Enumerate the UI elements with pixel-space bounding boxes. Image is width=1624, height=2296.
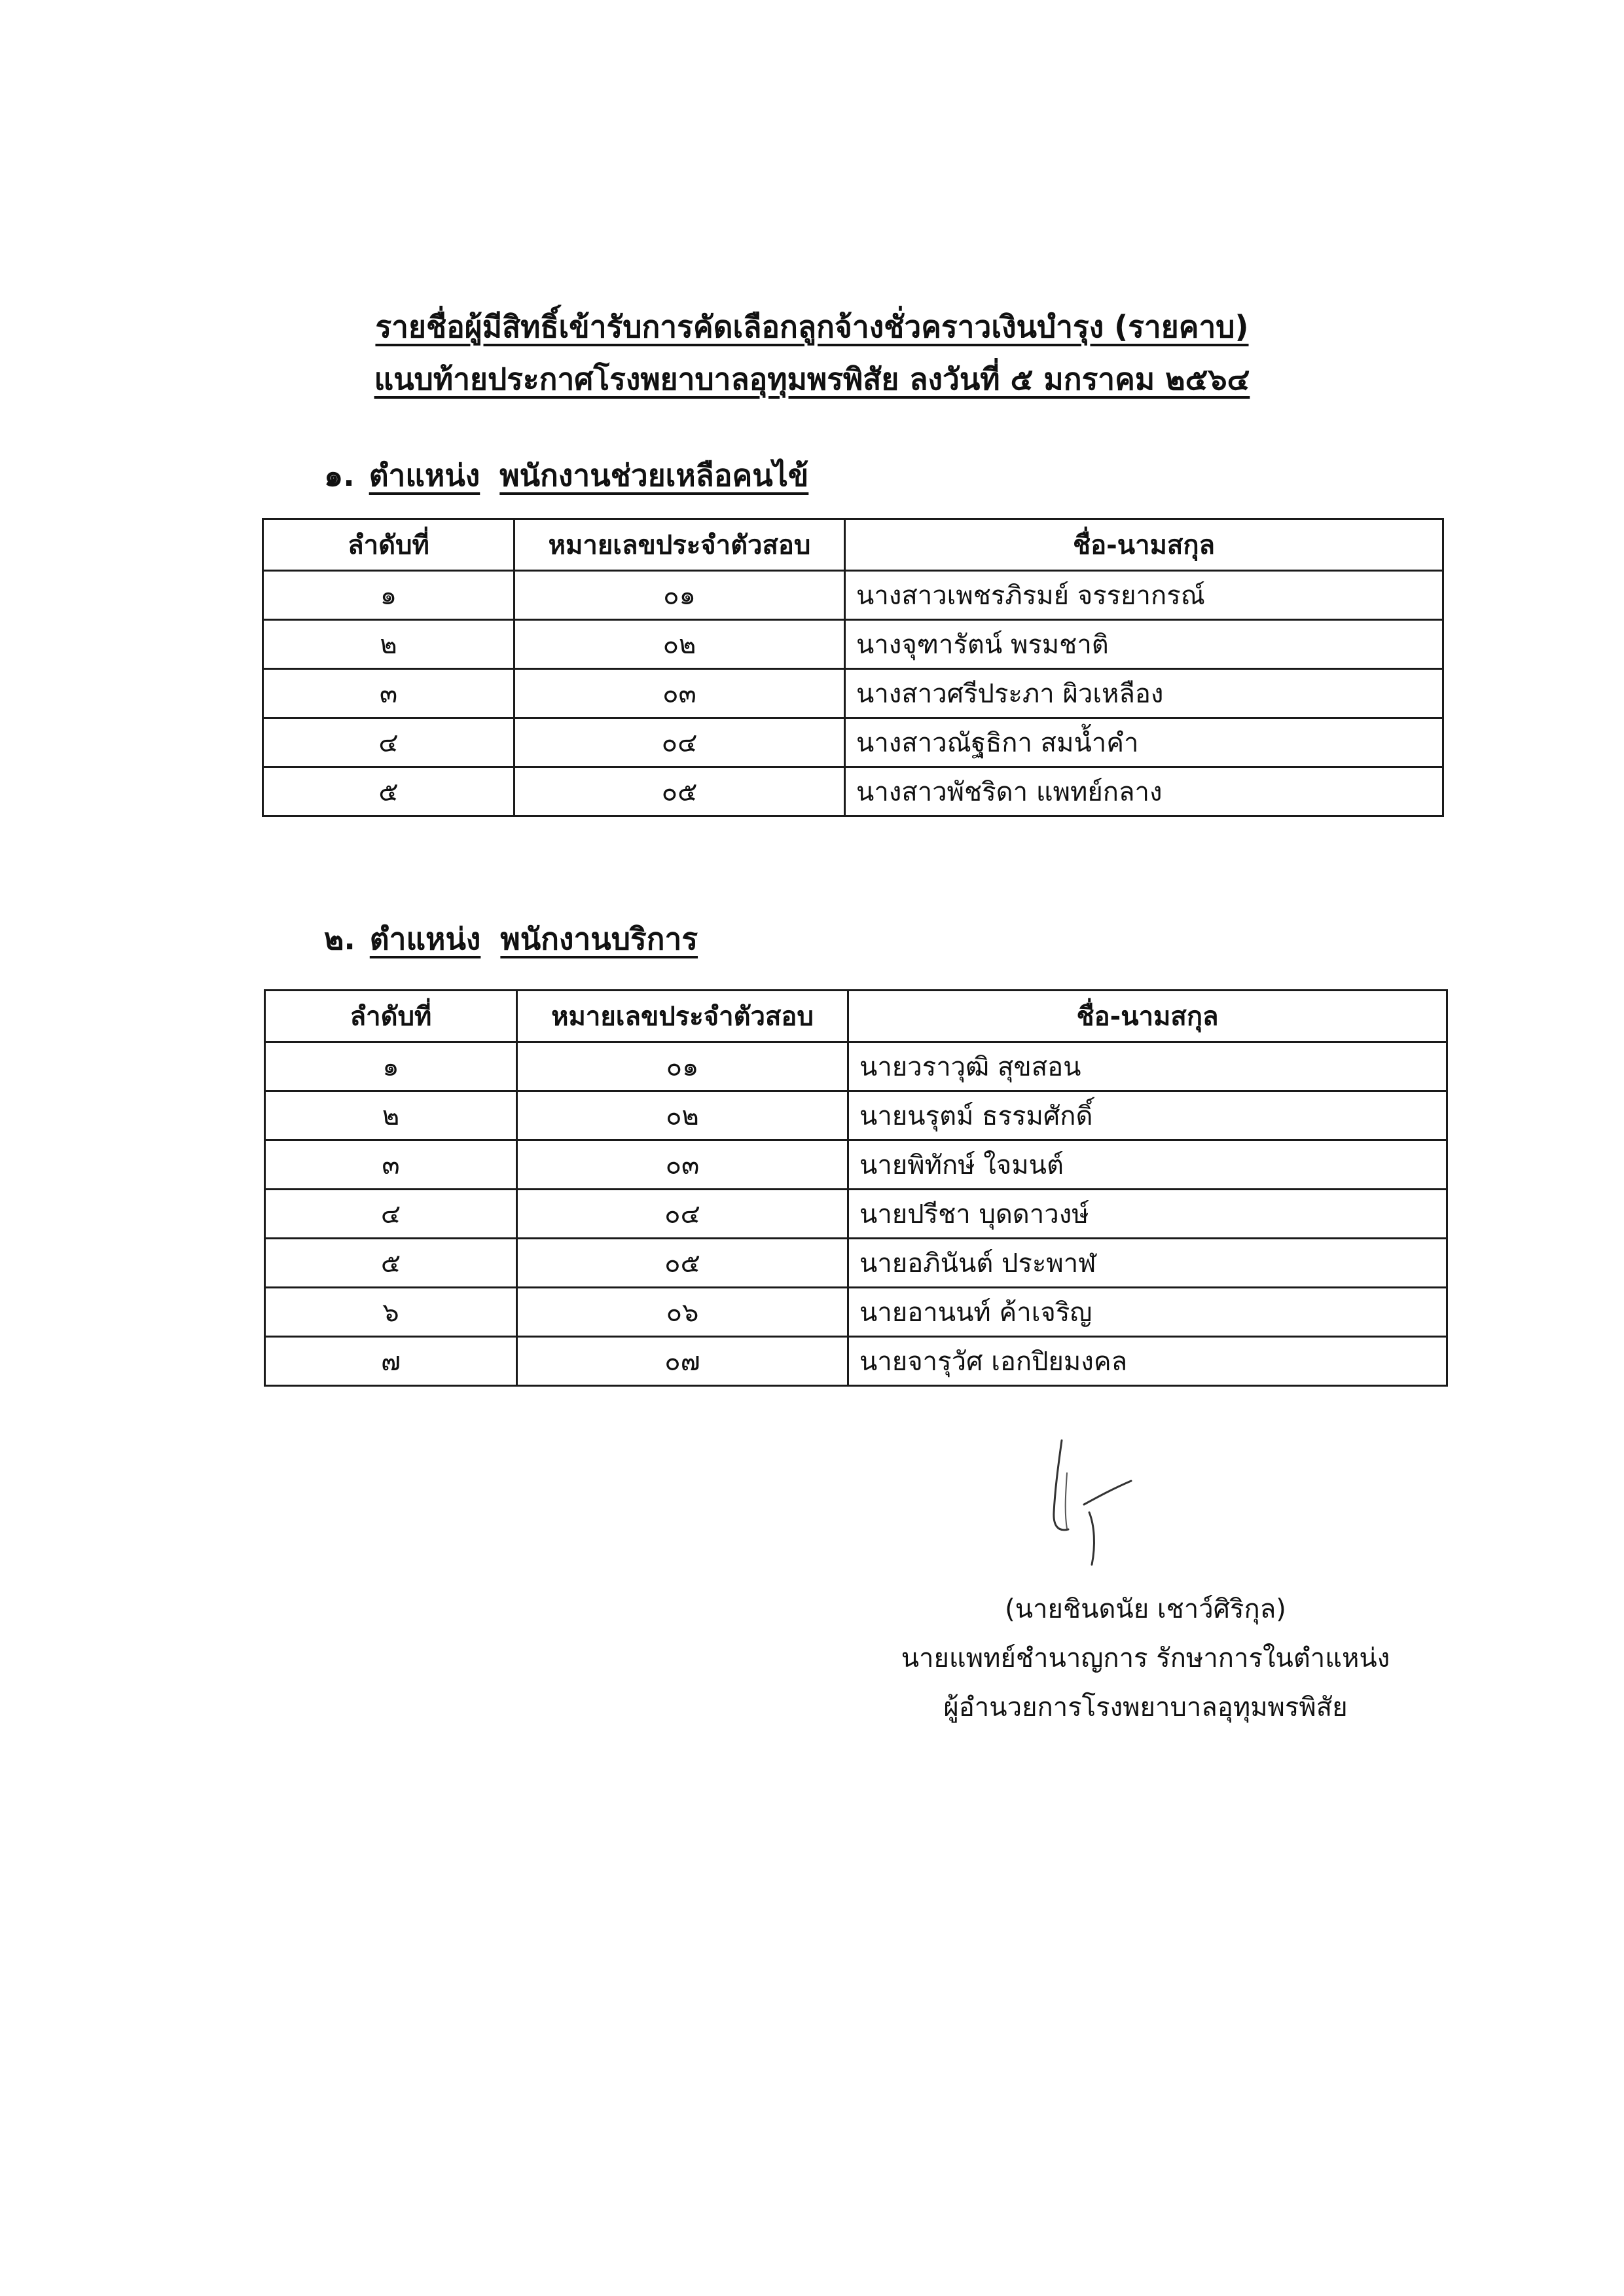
cell-exam-id: ๐๔ xyxy=(517,1190,848,1239)
document-subtitle: แนบท้ายประกาศโรงพยาบาลอุทุมพรพิสัย ลงวันที่ ๕ มกราคม ๒๕๖๔ xyxy=(374,361,1250,397)
table-row xyxy=(265,1288,1447,1337)
column-header-name: ชื่อ-นามสกุล xyxy=(848,991,1447,1042)
cell-name: นายวราวุฒิ สุขสอน xyxy=(848,1042,1447,1091)
cell-order: ๓ xyxy=(263,669,514,718)
cell-exam-id: ๐๒ xyxy=(514,620,845,669)
section-2-heading xyxy=(324,915,698,963)
table-row xyxy=(263,767,1443,816)
cell-order: ๗ xyxy=(265,1337,517,1386)
cell-exam-id: ๐๒ xyxy=(517,1091,848,1140)
section-1-number: ๑. xyxy=(324,458,355,493)
document-title: รายชื่อผู้มีสิทธิ์เข้ารับการคัดเลือกลูกจ้างชั่วคราวเงินบำรุง (รายคาบ) xyxy=(375,309,1249,344)
table-row xyxy=(265,1091,1447,1140)
table-row xyxy=(263,571,1443,620)
cell-exam-id: ๐๑ xyxy=(517,1042,848,1091)
section-1-heading xyxy=(324,452,808,500)
cell-name: นายนรุตม์ ธรรมศักดิ์ xyxy=(848,1091,1447,1140)
cell-exam-id: ๐๕ xyxy=(517,1239,848,1288)
table-row xyxy=(263,669,1443,718)
section-1-position: พนักงานช่วยเหลือคนไข้ xyxy=(499,458,809,493)
section-2-number: ๒. xyxy=(324,921,355,957)
table-row xyxy=(265,1239,1447,1288)
section-1-label: ตำแหน่ง xyxy=(369,458,480,493)
cell-exam-id: ๐๔ xyxy=(514,718,845,767)
cell-name: นางสาวศรีประภา ผิวเหลือง xyxy=(845,669,1443,718)
table-row xyxy=(265,1337,1447,1386)
cell-name: นายจารุวัศ เอกปิยมงคล xyxy=(848,1337,1447,1386)
cell-order: ๑ xyxy=(263,571,514,620)
cell-name: นายอภินันต์ ประพาฬ xyxy=(848,1239,1447,1288)
handwritten-signature xyxy=(1021,1434,1152,1591)
cell-exam-id: ๐๖ xyxy=(517,1288,848,1337)
signatory-role: ผู้อำนวยการโรงพยาบาลอุทุมพรพิสัย xyxy=(943,1692,1348,1722)
cell-name: นายพิทักษ์ ใจมนต์ xyxy=(848,1140,1447,1190)
cell-order: ๒ xyxy=(263,620,514,669)
cell-order: ๕ xyxy=(263,767,514,816)
cell-name: นายอานนท์ ค้าเจริญ xyxy=(848,1288,1447,1337)
table-row xyxy=(265,1042,1447,1091)
signatory-title: นายแพทย์ชำนาญการ รักษาการในตำแหน่ง xyxy=(901,1643,1390,1673)
column-header-order: ลำดับที่ xyxy=(263,519,514,571)
column-header-name: ชื่อ-นามสกุล xyxy=(845,519,1443,571)
cell-order: ๑ xyxy=(265,1042,517,1091)
cell-name: นายปรีชา บุดดาวงษ์ xyxy=(848,1190,1447,1239)
cell-order: ๒ xyxy=(265,1091,517,1140)
section-2-position: พนักงานบริการ xyxy=(500,921,698,957)
signatory-name: (นายชินดนัย เชาว์ศิริกุล) xyxy=(1005,1594,1286,1624)
cell-name: นางสาวณัฐธิกา สมน้ำคำ xyxy=(845,718,1443,767)
cell-order: ๔ xyxy=(263,718,514,767)
section-2-label: ตำแหน่ง xyxy=(369,921,481,957)
table-header-row xyxy=(265,991,1447,1042)
cell-exam-id: ๐๑ xyxy=(514,571,845,620)
table-row xyxy=(263,620,1443,669)
cell-name: นางสาวเพชรภิรมย์ จรรยากรณ์ xyxy=(845,571,1443,620)
cell-order: ๓ xyxy=(265,1140,517,1190)
table-header-row xyxy=(263,519,1443,571)
table-row xyxy=(265,1140,1447,1190)
cell-order: ๕ xyxy=(265,1239,517,1288)
table-row xyxy=(263,718,1443,767)
column-header-order: ลำดับที่ xyxy=(265,991,517,1042)
section-2-table xyxy=(264,989,1448,1387)
cell-order: ๔ xyxy=(265,1190,517,1239)
section-1-table xyxy=(262,518,1444,817)
column-header-exam-id: หมายเลขประจำตัวสอบ xyxy=(514,519,845,571)
cell-exam-id: ๐๓ xyxy=(514,669,845,718)
cell-order: ๖ xyxy=(265,1288,517,1337)
table-row xyxy=(265,1190,1447,1239)
column-header-exam-id: หมายเลขประจำตัวสอบ xyxy=(517,991,848,1042)
cell-name: นางสาวพัชริดา แพทย์กลาง xyxy=(845,767,1443,816)
cell-exam-id: ๐๗ xyxy=(517,1337,848,1386)
cell-exam-id: ๐๓ xyxy=(517,1140,848,1190)
cell-exam-id: ๐๕ xyxy=(514,767,845,816)
cell-name: นางจุฑารัตน์ พรมชาติ xyxy=(845,620,1443,669)
